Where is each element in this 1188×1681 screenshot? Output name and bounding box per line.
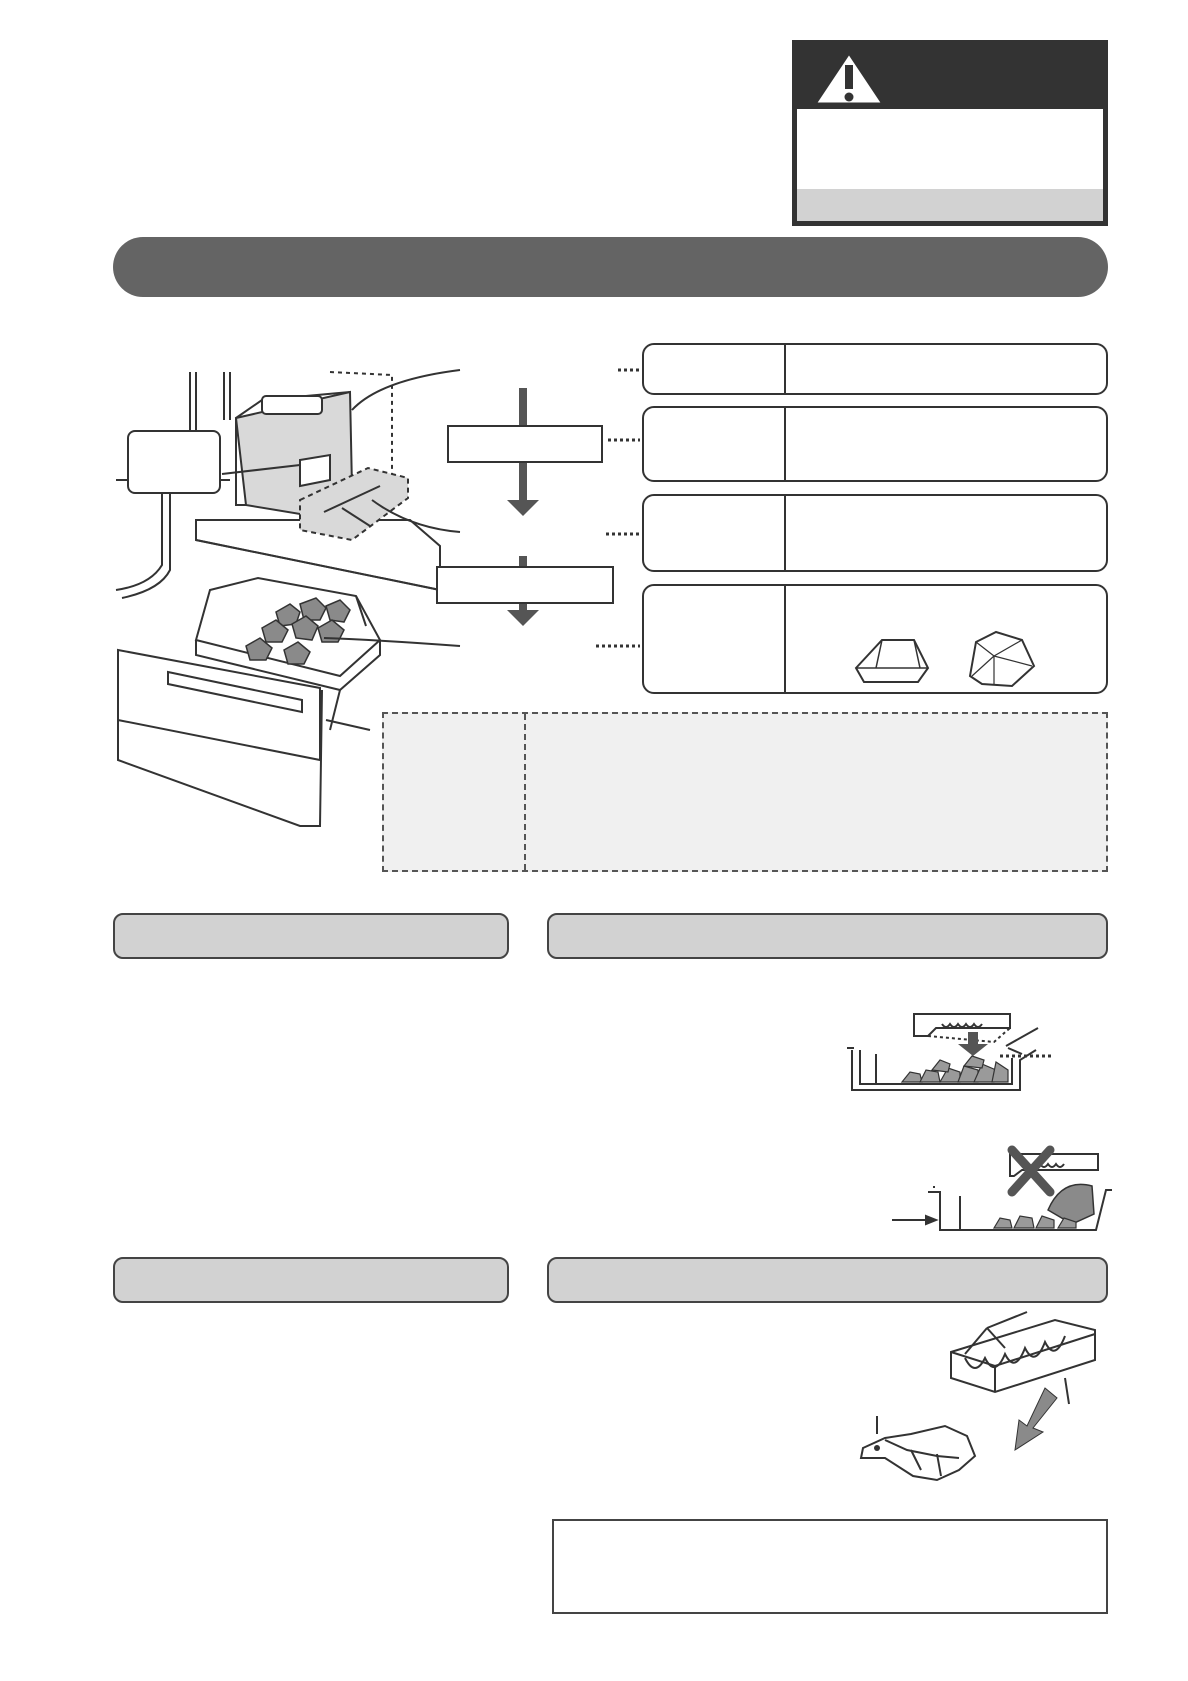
- note-box: [382, 712, 1108, 872]
- section-4-header: [547, 1257, 1108, 1303]
- section-3-body: [113, 1316, 509, 1616]
- section-1-body: [113, 972, 509, 1242]
- flow-row-1: [642, 343, 1108, 395]
- ice-cube-icon: [844, 622, 1064, 692]
- ice-bin-level-illustration: [846, 1010, 1086, 1120]
- section-4-body: [547, 1316, 847, 1506]
- step-label-1: [447, 425, 603, 463]
- ice-tray-removal-illustration: [855, 1300, 1115, 1500]
- flow-row-3: [642, 494, 1108, 572]
- flow-row-4: [642, 584, 1108, 694]
- bottom-note-box: [552, 1519, 1108, 1614]
- do-not-touch-illustration: [922, 1140, 1122, 1240]
- section-1-header: [113, 913, 509, 959]
- step-label-2: [436, 566, 614, 604]
- section-3-header: [113, 1257, 509, 1303]
- flow-row-2: [642, 406, 1108, 482]
- section-2-header: [547, 913, 1108, 959]
- callout-label-box: [127, 430, 221, 494]
- section-2-body: [547, 972, 837, 1242]
